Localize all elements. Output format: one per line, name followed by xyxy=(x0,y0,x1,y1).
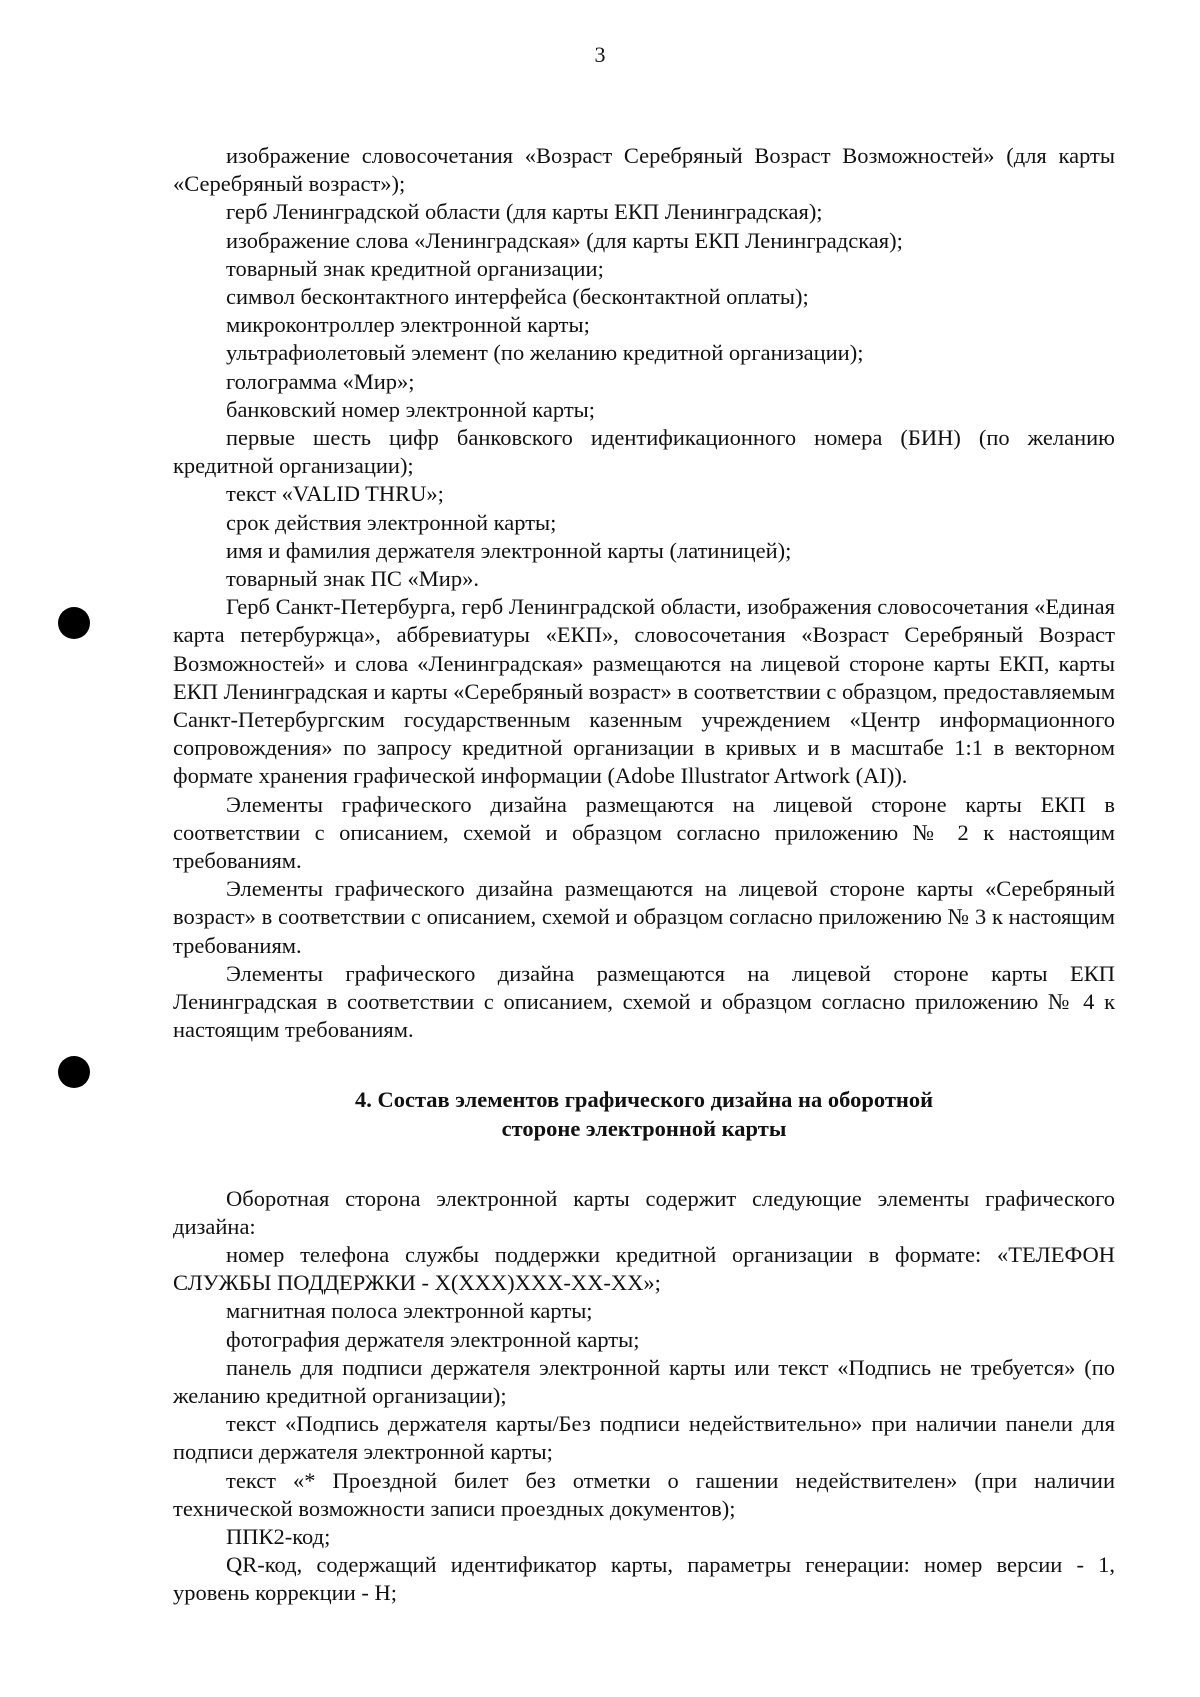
list-item: микроконтроллер электронной карты; xyxy=(226,312,590,338)
paragraph-emblems: Герб Санкт-Петербурга, герб Ленинградской области, изображения словосочетания «Единая карта петербуржца», аббревиатуры «ЕКП», словосочетания «Возраст Серебряный Возраст Возможностей» и слова «Ленинградская» размещаются на лицевой стороне карты ЕКП, карты ЕКП Ленинградская и карты «Серебряный возраст» в соответствии с образцом, предоставляемым Санкт-Петербургским государственным казенным учреждением «Центр информационного сопровождения» по запросу кредитной организации в кривых и в масштабе 1:1 в векторном формате хранения графической информации (Adobe Illustrator Artwork (AI)). xyxy=(173,594,1115,789)
list-item: фотография держателя электронной карты; xyxy=(226,1326,640,1352)
list-item: текст «Подпись держателя карты/Без подписи недействительно» при наличии панели для подписи держателя электронной карты; xyxy=(173,1411,1115,1465)
list-item: изображение словосочетания «Возраст Серебряный Возраст Возможностей» (для карты «Серебряный возраст»); xyxy=(173,143,1115,197)
list-item: голограмма «Мир»; xyxy=(226,368,415,394)
section-heading xyxy=(173,1085,1115,1143)
list-item: QR-код, содержащий идентификатор карты, параметры генерации: номер версии - 1, уровень коррекции - H; xyxy=(173,1552,1115,1606)
list-item: магнитная полоса электронной карты; xyxy=(226,1298,593,1324)
page-number: 3 xyxy=(594,42,606,67)
list-item: имя и фамилия держателя электронной карты (латиницей); xyxy=(226,537,792,563)
paragraph-silver-age: Элементы графического дизайна размещаются на лицевой стороне карты «Серебряный возраст» в соответствии с описанием, схемой и образцом согласно приложению № 3 к настоящим требованиям. xyxy=(173,876,1115,958)
list-item: ППК2-код; xyxy=(226,1523,331,1549)
list-item: изображение слова «Ленинградская» (для карты ЕКП Ленинградская); xyxy=(226,227,903,253)
paragraph-ekp: Элементы графического дизайна размещаются на лицевой стороне карты ЕКП в соответствии с описанием, схемой и образцом согласно приложению № 2 к настоящим требованиям. xyxy=(173,791,1115,874)
punch-hole-bottom xyxy=(58,1056,90,1088)
list-item: товарный знак ПС «Мир». xyxy=(226,566,479,592)
list-item: панель для подписи держателя электронной карты или текст «Подпись не требуется» (по желанию кредитной организации); xyxy=(173,1354,1115,1408)
punch-hole-top xyxy=(58,607,90,639)
list-item: банковский номер электронной карты; xyxy=(226,396,596,422)
list-item: первые шесть цифр банковского идентификационного номера (БИН) (по желанию кредитной организации); xyxy=(173,425,1115,479)
section-heading-line-1: 4. Состав элементов графического дизайна на оборотной xyxy=(354,1086,934,1112)
document-body xyxy=(173,142,1115,1608)
list-item: герб Ленинградской области (для карты ЕКП Ленинградская); xyxy=(226,199,823,225)
list-item: символ бесконтактного интерфейса (бесконтактной оплаты); xyxy=(226,284,809,310)
paragraph-leningradskaya: Элементы графического дизайна размещаются на лицевой стороне карты ЕКП Ленинградская в соответствии с описанием, схемой и образцом согласно приложению № 4 к настоящим требованиям. xyxy=(173,960,1115,1043)
list-item: текст «* Проездной билет без отметки о гашении недействителен» (при наличии технической возможности записи проездных документов); xyxy=(173,1467,1115,1521)
section-heading-line-2: стороне электронной карты xyxy=(501,1115,787,1141)
list-item: товарный знак кредитной организации; xyxy=(226,255,604,281)
list-item: ультрафиолетовый элемент (по желанию кредитной организации); xyxy=(226,340,864,366)
list-item: срок действия электронной карты; xyxy=(226,509,557,535)
list-item: текст «VALID THRU»; xyxy=(226,481,444,507)
list-item: номер телефона службы поддержки кредитной организации в формате: «ТЕЛЕФОН СЛУЖБЫ ПОДДЕРЖКИ - X(XXX)XXX-XX-XX»; xyxy=(173,1241,1115,1296)
paragraph-back-intro: Оборотная сторона электронной карты содержит следующие элементы графического дизайна: xyxy=(173,1185,1115,1239)
